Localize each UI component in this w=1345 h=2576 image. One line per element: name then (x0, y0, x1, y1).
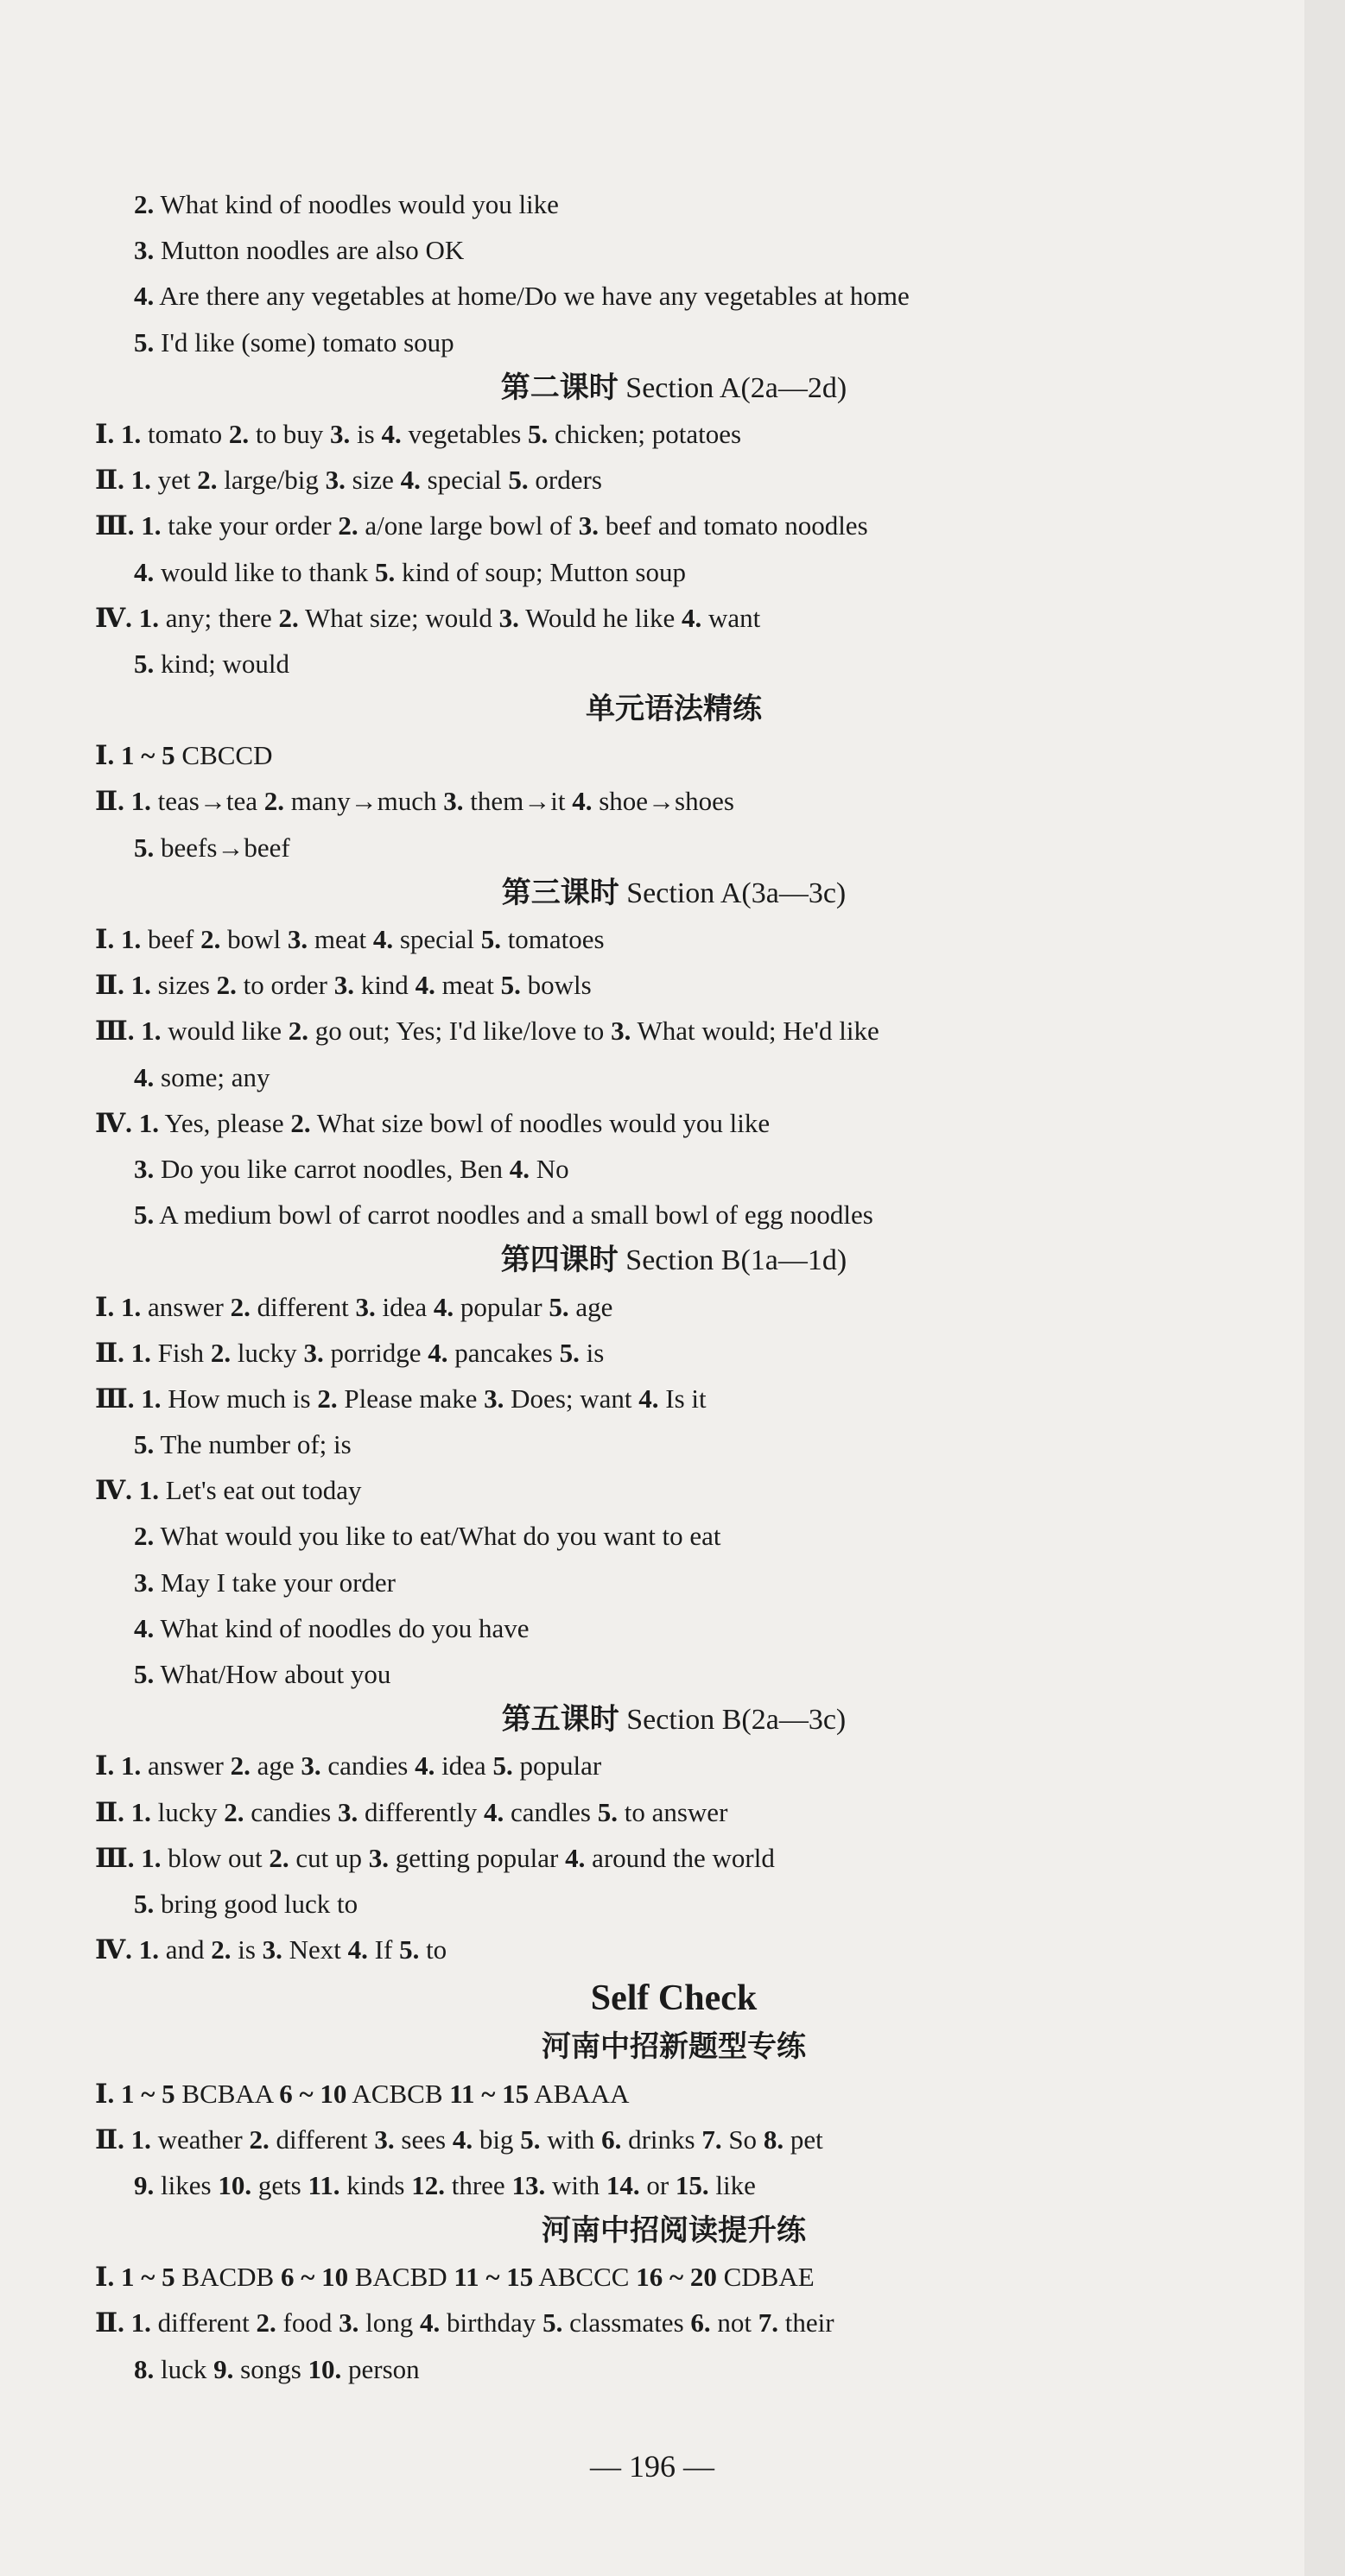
answer-line: 9. likes 10. gets 11. kinds 12. three 13. with 14. or 15. like (134, 2169, 756, 2200)
section-heading (95, 2024, 1253, 2070)
answer-line: Ⅰ. 1. tomato 2. to buy 3. is 4. vegetables 5. chicken; potatoes (95, 418, 742, 449)
answer-line: 5. A medium bowl of carrot noodles and a small bowl of egg noodles (134, 1199, 873, 1231)
lesson-label: 第四课时 (500, 1244, 619, 1277)
answer-line: 3. Do you like carrot noodles, Ben 4. No (134, 1153, 569, 1184)
answer-line: Ⅲ. 1. How much is 2. Please make 3. Does; want 4. Is it (95, 1383, 707, 1414)
lesson-label: 河南中招阅读提升练 (542, 2215, 806, 2248)
section-title: Section A(2a—2d) (618, 371, 847, 404)
answer-line: 4. What kind of noodles do you have (134, 1612, 530, 1643)
answer-line: 5. I'd like (some) tomato soup (134, 326, 454, 358)
answer-line: Ⅱ. 1. lucky 2. candies 3. differently 4. candles 5. to answer (95, 1796, 728, 1827)
answer-key-content (95, 181, 1253, 2392)
answer-line: 3. May I take your order (134, 1566, 397, 1598)
answer-line: 5. bring good luck to (134, 1888, 358, 1919)
answer-line: 4. some; any (134, 1061, 270, 1092)
section-heading (95, 687, 1253, 732)
section-heading (95, 870, 1253, 916)
page-number: — 196 — (590, 2449, 714, 2484)
answer-line: Ⅲ. 1. would like 2. go out; Yes; I'd like/love to 3. What would; He'd like (95, 1016, 879, 1047)
answer-line: Ⅱ. 1. weather 2. different 3. sees 4. big 5. with 6. drinks 7. So 8. pet (95, 2123, 823, 2155)
section-title: Section B(1a—1d) (618, 1244, 847, 1277)
section-title: Section B(2a—3c) (619, 1704, 847, 1737)
lesson-label: 第五课时 (501, 1704, 619, 1737)
section-heading (95, 1697, 1253, 1743)
answer-line: Ⅱ. 1. different 2. food 3. long 4. birthday 5. classmates 6. not 7. their (95, 2307, 834, 2339)
answer-line: Ⅰ. 1. answer 2. age 3. candies 4. idea 5. popular (95, 1750, 602, 1782)
answer-line: Ⅱ. 1. yet 2. large/big 3. size 4. special 5. orders (95, 465, 602, 496)
answer-line: 8. luck 9. songs 10. person (134, 2353, 420, 2384)
section-title: Section A(3a—3c) (619, 877, 847, 909)
answer-line: Ⅳ. 1. and 2. is 3. Next 4. If 5. to (95, 1934, 447, 1965)
answer-line: Ⅱ. 1. Fish 2. lucky 3. porridge 4. pancakes 5. is (95, 1337, 605, 1368)
answer-line: 2. What kind of noodles would you like (134, 189, 559, 219)
answer-line: Ⅲ. 1. take your order 2. a/one large bowl of 3. beef and tomato noodles (95, 510, 868, 541)
lesson-label: 单元语法精练 (586, 693, 762, 726)
answer-line: Ⅰ. 1 ~ 5 BCBAA 6 ~ 10 ACBCB 11 ~ 15 ABAAA (95, 2078, 630, 2109)
answer-line: 5. kind; would (134, 648, 289, 679)
answer-line: Ⅰ. 1. beef 2. bowl 3. meat 4. special 5. tomatoes (95, 924, 605, 954)
answer-line: 3. Mutton noodles are also OK (134, 235, 465, 266)
answer-line: Ⅱ. 1. teas→tea 2. many→much 3. them→it 4. shoe→shoes (95, 786, 734, 817)
answer-line: 4. would like to thank 5. kind of soup; Mutton soup (134, 556, 686, 587)
answer-line: 4. Are there any vegetables at home/Do we have any vegetables at home (134, 281, 910, 312)
self-check-title: Self Check (590, 1978, 758, 2019)
answer-line: 5. What/How about you (134, 1659, 391, 1689)
lesson-label: 河南中招新题型专练 (542, 2031, 806, 2064)
lesson-label: 第二课时 (500, 371, 619, 404)
answer-line: Ⅳ. 1. Let's eat out today (95, 1475, 362, 1506)
answer-line: Ⅱ. 1. sizes 2. to order 3. kind 4. meat 5. bowls (95, 970, 592, 1001)
answer-line: 5. The number of; is (134, 1429, 352, 1460)
section-heading (95, 1237, 1253, 1283)
answer-line: Ⅳ. 1. any; there 2. What size; would 3. Would he like 4. want (95, 602, 761, 633)
answer-line: Ⅲ. 1. blow out 2. cut up 3. getting popular 4. around the world (95, 1842, 775, 1873)
section-heading (95, 2208, 1253, 2254)
answer-line: Ⅰ. 1. answer 2. different 3. idea 4. popular 5. age (95, 1291, 613, 1322)
answer-line: Ⅰ. 1 ~ 5 BACDB 6 ~ 10 BACBD 11 ~ 15 ABCCC 16 ~ 20 CDBAE (95, 2262, 815, 2293)
lesson-label: 第三课时 (501, 877, 619, 909)
answer-line: 2. What would you like to eat/What do you want to eat (134, 1521, 721, 1552)
answer-line: 5. beefs→beef (134, 832, 290, 863)
section-heading (95, 365, 1253, 411)
answer-line: Ⅰ. 1 ~ 5 CBCCD (95, 740, 273, 771)
answer-line: Ⅳ. 1. Yes, please 2. What size bowl of noodles would you like (95, 1107, 771, 1138)
